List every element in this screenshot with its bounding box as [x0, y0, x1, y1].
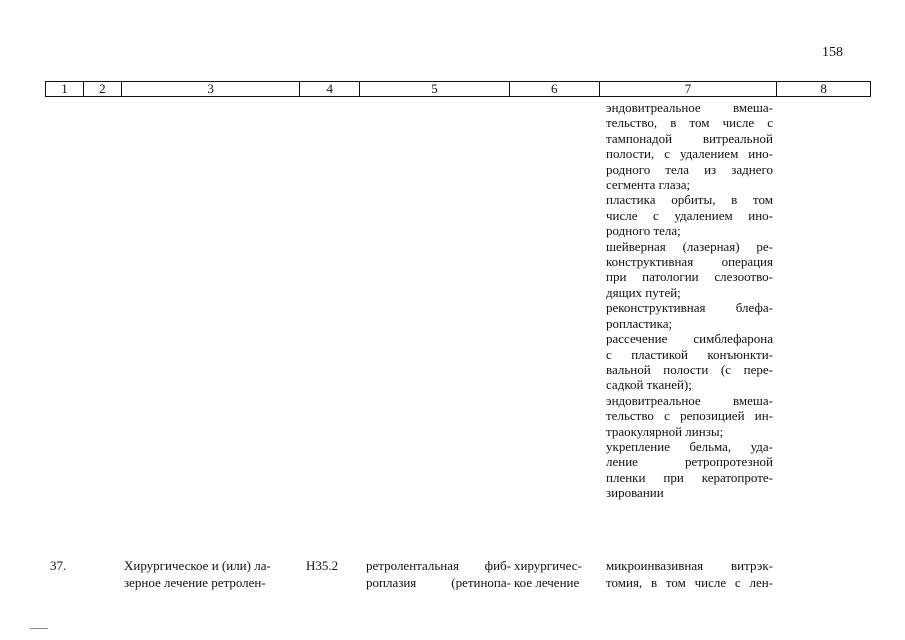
row-37-col7-line: томия, в том числе с лен-	[606, 575, 773, 590]
row-37-col5-line: роплазия (ретинопа-	[366, 575, 511, 590]
text-line: пленки при кератопроте-	[606, 469, 773, 485]
text-line: укрепление бельма, уда-	[606, 438, 773, 454]
header-col-1: 1	[46, 82, 84, 96]
header-col-2: 2	[84, 82, 122, 96]
text-line: тельство, в том числе с	[606, 115, 773, 131]
row-37-code: H35.2	[306, 558, 339, 573]
row-37-col6-line: хирургичес-	[514, 558, 582, 573]
text-line: тампонадой витреальной	[606, 130, 773, 146]
header-col-6: 6	[510, 82, 600, 96]
header-col-3: 3	[122, 82, 301, 96]
text-line: ление ретропротезной	[606, 454, 773, 470]
header-col-7: 7	[600, 82, 778, 96]
text-line: с пластикой конъюнкти-	[606, 346, 773, 362]
text-line: конструктивная операция	[606, 254, 773, 270]
text-line: родного тела из заднего	[606, 161, 773, 177]
text-line: ропластика;	[606, 315, 673, 331]
row-37-col6	[514, 557, 594, 591]
row-37-number: 37.	[50, 558, 67, 573]
column-7-continuation-text	[606, 100, 773, 501]
text-line: рассечение симблефарона	[606, 331, 773, 347]
row-37-col5	[366, 557, 511, 591]
text-line: шейверная (лазерная) ре-	[606, 238, 773, 254]
text-line: эндовитреальное вмеша-	[606, 100, 773, 115]
text-line: садкой тканей);	[606, 377, 692, 393]
text-line: пластика орбиты, в том	[606, 192, 773, 208]
text-line: полости, с удалением ино-	[606, 146, 773, 162]
row-37-col7-line: микроинвазивная витрэк-	[606, 558, 773, 573]
text-line: тельство с репозицией ин-	[606, 408, 773, 424]
header-col-4: 4	[300, 82, 360, 96]
page-bottom-mark	[30, 628, 48, 632]
text-line: траокулярной линзы;	[606, 423, 724, 439]
header-col-8: 8	[820, 81, 827, 96]
header-col-5: 5	[360, 82, 510, 96]
table-header-row	[45, 81, 871, 97]
text-line: зировании	[606, 485, 664, 501]
text-line: сегмента глаза;	[606, 177, 691, 193]
text-line: при патологии слезоотво-	[606, 269, 773, 285]
row-37-col3-line: зерное лечение ретролен-	[124, 575, 266, 590]
row-37-col7	[606, 557, 773, 591]
row-37-col5-line: ретролентальная фиб-	[366, 558, 511, 573]
row-37-col3	[124, 557, 297, 591]
text-line: эндовитреальное вмеша-	[606, 392, 773, 408]
row-37-col6-line: кое лечение	[514, 575, 580, 590]
text-line: вальной полости (с пере-	[606, 361, 773, 377]
text-line: числе с удалением ино-	[606, 207, 773, 223]
row-37-col3-line: Хирургическое и (или) ла-	[124, 558, 271, 573]
page-number: 158	[822, 45, 843, 60]
text-line: родного тела;	[606, 223, 681, 239]
text-line: реконструктивная блефа-	[606, 300, 773, 316]
text-line: дящих путей;	[606, 284, 681, 300]
